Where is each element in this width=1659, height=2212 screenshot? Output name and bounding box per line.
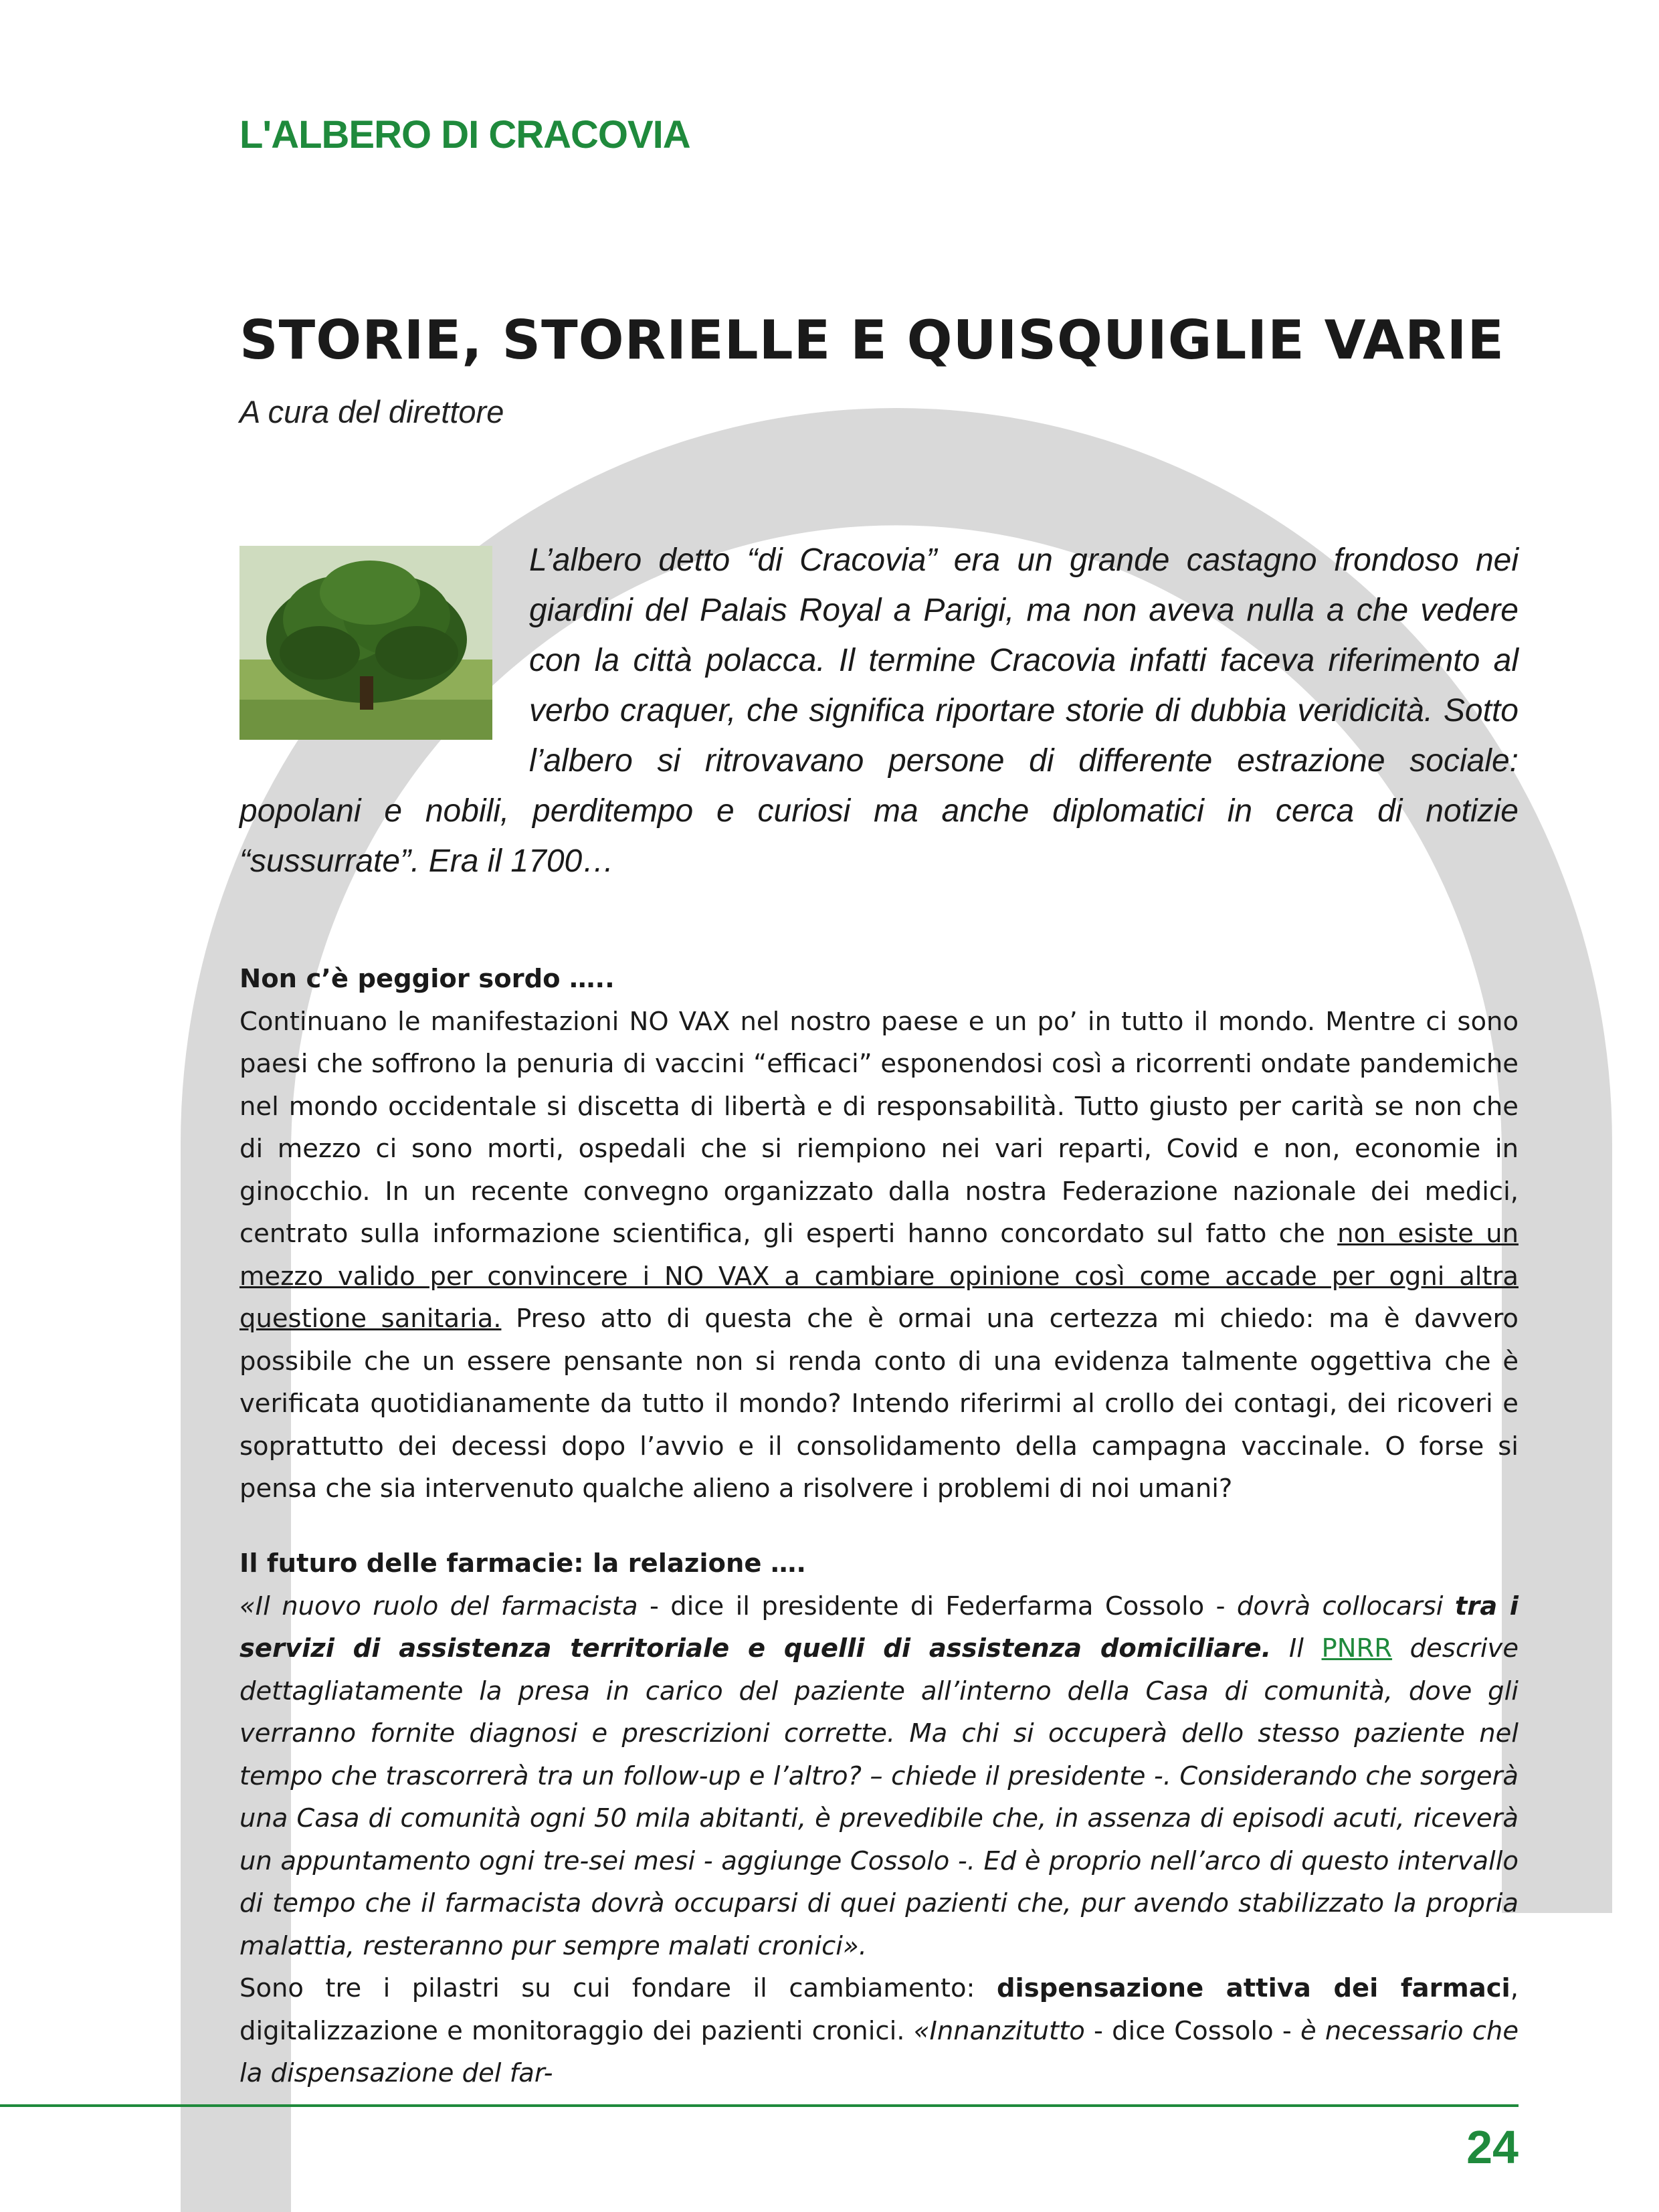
section-no-vax bbox=[239, 958, 1519, 1510]
quote-text: «Il nuovo ruolo del farmacista bbox=[239, 1591, 638, 1621]
section-label: L'ALBERO DI CRACOVIA bbox=[239, 113, 690, 157]
paragraph-text: - dice il presidente di Federfarma Cossolo - bbox=[638, 1591, 1237, 1621]
footer-divider bbox=[0, 2104, 1519, 2107]
section-paragraph bbox=[239, 1585, 1519, 1968]
intro-text: L’albero detto “di Cracovia” era un grande castagno frondoso nei giardini del Palais Royal a Parigi, ma non aveva nulla a che vedere con la città polacca. Il termine Cracovia infatti faceva riferimento al verbo craquer, che significa riportare storie di dubbia veridicità. Sotto l’albero si ritrovavano persone di differente estrazione sociale: popolani e nobili, perditempo e curiosi ma anche diplomatici in cerca di notizie “sussurrate”. Era il 1700… bbox=[239, 542, 1519, 879]
quote-text: è necessario che la dispensazione del far- bbox=[239, 2015, 1519, 2088]
page-number: 24 bbox=[1466, 2121, 1519, 2173]
tree-photo-icon bbox=[239, 546, 492, 740]
quote-text: descrive dettagliatamente la presa in carico del paziente all’interno della Casa di comunità, dove gli verranno fornite diagnosi e prescrizioni corrette. Ma chi si occuperà dello stesso paziente nel tempo che trascorrerà tra un follow-up e l’altro? – chiede il presidente -. Considerando che sorgerà una Casa di comunità ogni 50 mila abitanti, è prevedibile che, in assenza di episodi acuti, riceverà un appuntamento ogni tre-sei mesi - aggiunge Cossolo -. Ed è proprio nell’arco di questo intervallo di tempo che il farmacista dovrà occuparsi di quei pazienti che, pur avendo stabilizzato la propria malattia, resteranno pur sempre malati cronici». bbox=[239, 1633, 1519, 1961]
section-farmacie bbox=[239, 1542, 1519, 2095]
quote-text: dovrà collocarsi bbox=[1236, 1591, 1455, 1621]
paragraph-text: Continuano le manifestazioni NO VAX nel nostro paese e un po’ in tutto il mondo. Mentre ci sono paesi che soffrono la penuria di vaccini “efficaci” esponendosi così a ricorrenti ondate pandemiche nel mondo occidentale si discetta di libertà e di responsabilità. Tutto giusto per carità se non che di mezzo ci sono morti, ospedali che si riempiono nei vari reparti, Covid e non, economie in ginocchio. In un recente convegno organizzato dalla nostra Federazione nazionale dei medici, centrato sulla informazione scientifica, gli esperti hanno concordato sul fatto che bbox=[239, 1006, 1519, 1249]
article-byline: A cura del direttore bbox=[239, 394, 504, 429]
quote-text: Il bbox=[1271, 1633, 1322, 1664]
paragraph-text: Preso atto di questa che è ormai una certezza mi chiedo: ma è davvero possibile che un essere pensante non si renda conto di una evidenza talmente oggettiva che è verificata quotidianamente da tutto il mondo? Intendo riferirmi al crollo dei contagi, dei ricoveri e soprattutto dei decessi dopo l’avvio e il consolidamento della campagna vaccinale. O forse si pensa che sia intervenuto qualche alieno a risolvere i problemi di noi umani? bbox=[239, 1304, 1519, 1504]
quote-text: «Innanzitutto bbox=[913, 2015, 1085, 2046]
section-heading: Non c’è peggior sordo ….. bbox=[239, 964, 615, 994]
section-paragraph bbox=[239, 1001, 1519, 1510]
article-title: STORIE, STORIELLE E QUISQUIGLIE VARIE bbox=[239, 309, 1505, 371]
section-heading: Il futuro delle farmacie: la relazione …. bbox=[239, 1548, 807, 1579]
underlined-text: non esiste un mezzo valido per convincere i NO VAX a cambiare opinione così come accade per ogni altra questione sanitaria. bbox=[239, 1219, 1519, 1334]
section-paragraph bbox=[239, 1967, 1519, 2095]
paragraph-text: - dice Cossolo - bbox=[1084, 2015, 1300, 2046]
paragraph-text: Sono tre i pilastri su cui fondare il cambiamento: bbox=[239, 1973, 997, 2003]
pnrr-link[interactable]: PNRR bbox=[1321, 1633, 1393, 1664]
bold-text: dispensazione attiva dei farmaci bbox=[996, 1973, 1510, 2003]
intro-block bbox=[239, 535, 1519, 886]
bold-quote-text: tra i servizi di assistenza territoriale e quelli di assistenza domiciliare. bbox=[239, 1591, 1519, 1664]
paragraph-text: , digitalizzazione e monitoraggio dei pazienti cronici. bbox=[239, 1973, 1519, 2046]
